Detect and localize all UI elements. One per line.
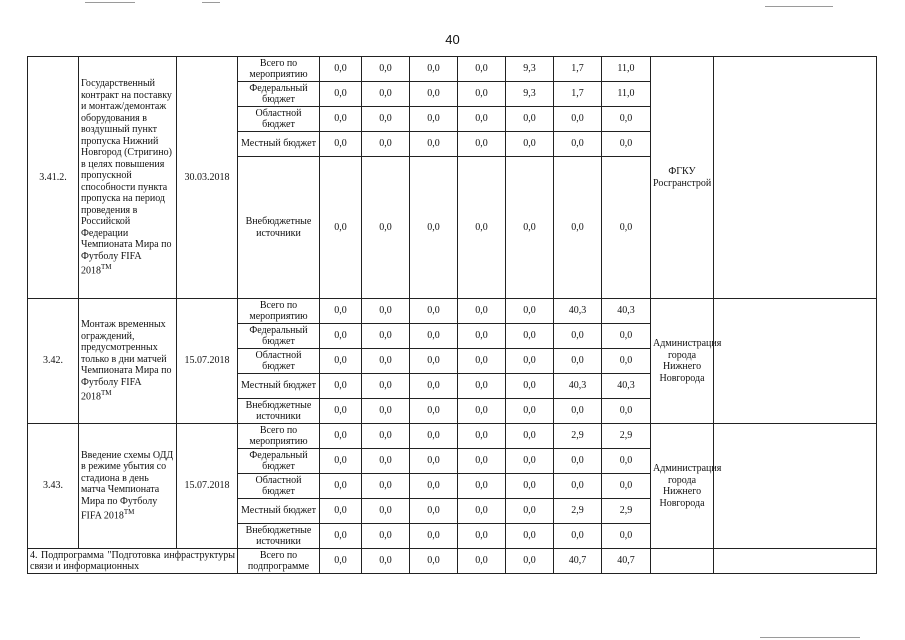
value-cell: 0,0 — [602, 399, 651, 424]
value-cell: 0,0 — [410, 399, 458, 424]
value-cell: 0,0 — [410, 107, 458, 132]
value-cell: 0,0 — [410, 157, 458, 299]
value-cell: 0,0 — [410, 324, 458, 349]
value-cell: 0,0 — [554, 399, 602, 424]
value-cell: 0,0 — [320, 82, 362, 107]
item-index: 3.41.2. — [28, 57, 79, 299]
funding-source: Внебюджетные источники — [238, 399, 320, 424]
value-cell: 0,0 — [554, 132, 602, 157]
value-cell: 0,0 — [410, 474, 458, 499]
value-cell: 40,7 — [554, 549, 602, 574]
item-index: 3.42. — [28, 299, 79, 424]
value-cell: 0,0 — [320, 474, 362, 499]
value-cell: 0,0 — [410, 299, 458, 324]
value-cell: 0,0 — [458, 474, 506, 499]
value-cell: 2,9 — [602, 424, 651, 449]
budget-table — [27, 56, 877, 574]
value-cell: 0,0 — [362, 157, 410, 299]
value-cell: 1,7 — [554, 57, 602, 82]
value-cell: 0,0 — [506, 324, 554, 349]
item-name — [79, 299, 177, 424]
value-cell: 0,0 — [458, 374, 506, 399]
value-cell: 11,0 — [602, 57, 651, 82]
value-cell: 0,0 — [554, 107, 602, 132]
value-cell: 0,0 — [362, 399, 410, 424]
value-cell: 0,0 — [506, 132, 554, 157]
value-cell: 40,3 — [602, 374, 651, 399]
funding-source: Внебюджетные источники — [238, 157, 320, 299]
value-cell: 0,0 — [506, 449, 554, 474]
funding-source: Областной бюджет — [238, 349, 320, 374]
value-cell: 0,0 — [554, 157, 602, 299]
value-cell: 0,0 — [362, 349, 410, 374]
value-cell: 0,0 — [320, 349, 362, 374]
value-cell: 0,0 — [410, 524, 458, 549]
value-cell: 0,0 — [458, 107, 506, 132]
funding-source: Федеральный бюджет — [238, 82, 320, 107]
value-cell: 0,0 — [410, 57, 458, 82]
value-cell: 0,0 — [362, 499, 410, 524]
funding-source: Областной бюджет — [238, 474, 320, 499]
value-cell: 0,0 — [320, 549, 362, 574]
value-cell: 0,0 — [410, 349, 458, 374]
value-cell: 0,0 — [602, 324, 651, 349]
scan-artifact — [765, 6, 833, 7]
value-cell: 0,0 — [458, 349, 506, 374]
value-cell: 0,0 — [458, 549, 506, 574]
funding-source: Всего по подпрограмме — [238, 549, 320, 574]
value-cell: 0,0 — [362, 107, 410, 132]
value-cell: 9,3 — [506, 57, 554, 82]
blank-cell — [714, 424, 877, 549]
subprogram-title — [28, 549, 238, 574]
item-name — [79, 57, 177, 299]
value-cell: 0,0 — [320, 157, 362, 299]
value-cell: 2,9 — [554, 424, 602, 449]
blank-cell — [714, 549, 877, 574]
value-cell: 0,0 — [320, 399, 362, 424]
value-cell: 0,0 — [320, 524, 362, 549]
value-cell: 0,0 — [458, 399, 506, 424]
value-cell: 0,0 — [362, 132, 410, 157]
value-cell: 0,0 — [506, 549, 554, 574]
item-date: 15.07.2018 — [177, 424, 238, 549]
item-name-text: Монтаж временных ограждений, предусмотренных только в дни матчей Чемпионата Мира по Футболу FIFA 2018 — [81, 319, 172, 403]
value-cell: 0,0 — [458, 82, 506, 107]
funding-source: Всего по мероприятию — [238, 424, 320, 449]
value-cell: 0,0 — [362, 424, 410, 449]
value-cell: 0,0 — [362, 449, 410, 474]
value-cell: 0,0 — [554, 349, 602, 374]
value-cell: 0,0 — [602, 349, 651, 374]
value-cell: 0,0 — [320, 299, 362, 324]
blank-cell — [714, 299, 877, 424]
value-cell: 0,0 — [506, 374, 554, 399]
value-cell: 0,0 — [554, 324, 602, 349]
value-cell: 0,0 — [458, 424, 506, 449]
value-cell: 0,0 — [506, 399, 554, 424]
value-cell: 0,0 — [506, 157, 554, 299]
value-cell: 2,9 — [554, 499, 602, 524]
value-cell: 0,0 — [320, 374, 362, 399]
trademark-mark: TM — [101, 263, 112, 272]
value-cell: 0,0 — [506, 474, 554, 499]
trademark-mark: TM — [101, 389, 112, 398]
value-cell: 0,0 — [554, 449, 602, 474]
value-cell: 11,0 — [602, 82, 651, 107]
table-row — [28, 57, 877, 82]
subprogram-index: 4. — [30, 549, 38, 561]
trademark-mark: TM — [123, 508, 135, 517]
table-row — [28, 299, 877, 324]
value-cell: 9,3 — [506, 82, 554, 107]
value-cell: 0,0 — [506, 299, 554, 324]
scan-artifact — [85, 2, 135, 3]
value-cell: 0,0 — [458, 299, 506, 324]
value-cell: 0,0 — [458, 449, 506, 474]
value-cell: 0,0 — [458, 324, 506, 349]
funding-source: Местный бюджет — [238, 132, 320, 157]
value-cell: 0,0 — [554, 524, 602, 549]
value-cell: 0,0 — [506, 499, 554, 524]
table-row — [28, 424, 877, 449]
funding-source: Федеральный бюджет — [238, 449, 320, 474]
blank-cell — [714, 57, 877, 299]
page-number: 40 — [445, 32, 460, 47]
value-cell: 0,0 — [362, 82, 410, 107]
item-executor: ФГКУ Росгранстрой — [651, 57, 714, 299]
value-cell: 0,0 — [410, 499, 458, 524]
value-cell: 0,0 — [410, 82, 458, 107]
executor-cell — [651, 549, 714, 574]
item-name — [79, 424, 177, 549]
value-cell: 0,0 — [506, 349, 554, 374]
item-executor: Администрация города Нижнего Новгорода — [651, 299, 714, 424]
value-cell: 0,0 — [320, 324, 362, 349]
value-cell: 0,0 — [362, 324, 410, 349]
value-cell: 2,9 — [602, 499, 651, 524]
funding-source: Внебюджетные источники — [238, 524, 320, 549]
value-cell: 0,0 — [458, 57, 506, 82]
value-cell: 0,0 — [506, 107, 554, 132]
value-cell: 0,0 — [362, 57, 410, 82]
funding-source: Федеральный бюджет — [238, 324, 320, 349]
value-cell: 0,0 — [362, 524, 410, 549]
item-name-text: Введение схемы ОДД в режиме убытия со стадиона в день матча Чемпионата Мира по Футболу FIFA 2018 — [81, 449, 174, 522]
item-executor: Администрация города Нижнего Новгорода — [651, 424, 714, 549]
value-cell: 40,3 — [554, 374, 602, 399]
funding-source: Всего по мероприятию — [238, 299, 320, 324]
value-cell: 0,0 — [458, 524, 506, 549]
value-cell: 0,0 — [362, 299, 410, 324]
value-cell: 0,0 — [362, 374, 410, 399]
value-cell: 0,0 — [410, 132, 458, 157]
value-cell: 0,0 — [362, 474, 410, 499]
item-index: 3.43. — [28, 424, 79, 549]
value-cell: 0,0 — [320, 499, 362, 524]
value-cell: 0,0 — [320, 132, 362, 157]
subprogram-row — [28, 549, 877, 574]
value-cell: 40,7 — [602, 549, 651, 574]
value-cell: 0,0 — [602, 132, 651, 157]
value-cell: 1,7 — [554, 82, 602, 107]
value-cell: 0,0 — [320, 424, 362, 449]
subprogram-text: Подпрограмма "Подготовка инфраструктуры связи и информационных — [30, 549, 235, 572]
value-cell: 0,0 — [602, 524, 651, 549]
value-cell: 0,0 — [410, 449, 458, 474]
scan-artifact — [202, 2, 220, 3]
scan-artifact — [760, 637, 860, 638]
funding-source: Местный бюджет — [238, 499, 320, 524]
item-name-text: Государственный контракт на поставку и монтаж/демонтаж оборудования в воздушный пункт пропуска Нижний Новгород (Стригино) в целях повышения пропускной способности пункта пропуска на период проведения в Российской Федерации Чемпионата Мира по Футболу FIFA 2018 — [81, 78, 172, 277]
value-cell: 0,0 — [506, 524, 554, 549]
funding-source: Местный бюджет — [238, 374, 320, 399]
value-cell: 40,3 — [602, 299, 651, 324]
value-cell: 0,0 — [458, 499, 506, 524]
value-cell: 0,0 — [602, 107, 651, 132]
value-cell: 0,0 — [410, 374, 458, 399]
funding-source: Областной бюджет — [238, 107, 320, 132]
value-cell: 0,0 — [320, 107, 362, 132]
value-cell: 0,0 — [458, 157, 506, 299]
value-cell: 0,0 — [602, 474, 651, 499]
value-cell: 0,0 — [320, 449, 362, 474]
value-cell: 0,0 — [458, 132, 506, 157]
value-cell: 40,3 — [554, 299, 602, 324]
funding-source: Всего по мероприятию — [238, 57, 320, 82]
value-cell: 0,0 — [320, 57, 362, 82]
value-cell: 0,0 — [410, 549, 458, 574]
value-cell: 0,0 — [554, 474, 602, 499]
item-date: 30.03.2018 — [177, 57, 238, 299]
value-cell: 0,0 — [506, 424, 554, 449]
value-cell: 0,0 — [602, 449, 651, 474]
value-cell: 0,0 — [410, 424, 458, 449]
value-cell: 0,0 — [362, 549, 410, 574]
item-date: 15.07.2018 — [177, 299, 238, 424]
value-cell: 0,0 — [602, 157, 651, 299]
